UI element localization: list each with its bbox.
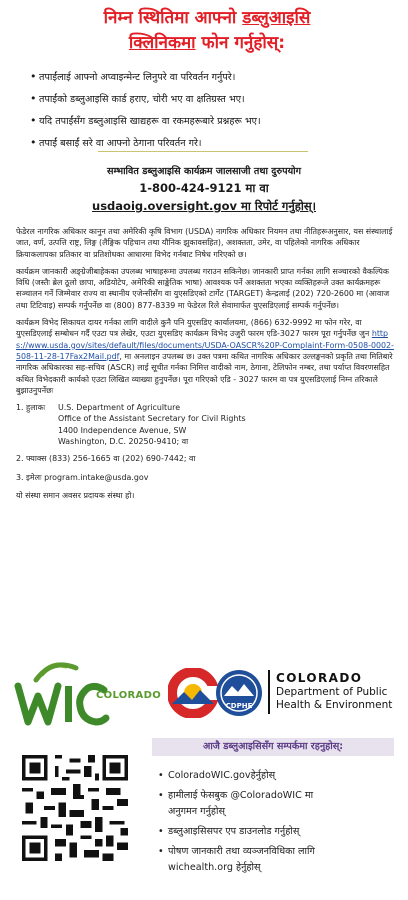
list-item-nutrition[interactable]: [158, 844, 398, 876]
cdphe-label: CDPHE: [225, 702, 253, 710]
cdphe-logo-icon: [214, 668, 264, 718]
list-item: • यदि तपाईंसँग डब्लुआइसि खाद्यहरू वा रकमहरूबारे प्रश्नहरू भए।: [30, 110, 390, 132]
list-item: • तपाईंलाई आफ्नो अप्वाइन्मेन्ट लिनुपरे वा परिवर्तन गर्नुपरे।: [30, 66, 390, 88]
connect-header: आजै डब्लुआइसिसँग सम्पर्कमा रहनुहोस्:: [152, 738, 394, 756]
list-item-app[interactable]: • डब्लुआइसिसपर एप डाउनलोड गर्नुहोस्: [158, 824, 398, 840]
address-line: U.S. Department of Agriculture: [58, 403, 181, 413]
list-item-website[interactable]: • ColoradoWIC.govहेर्नुहोस्: [158, 768, 398, 784]
mail-address: [16, 402, 394, 447]
clinic-call-heading: [22, 6, 392, 56]
equal-opportunity-line: यो संस्था समान अवसर प्रदायक संस्था हो।: [16, 490, 135, 500]
logo-divider: [268, 670, 270, 714]
facebook-line2: अनुगमन गर्नुहोस्: [168, 806, 225, 817]
clinic-reasons-list: [30, 66, 390, 154]
state-name: COLORADO: [276, 671, 363, 685]
mail-label: 1. हुलाकः: [16, 403, 46, 413]
wic-colorado-label: COLORADO: [96, 690, 161, 701]
nutrition-line2: wichealth.org हेर्नुहोस्: [168, 862, 261, 873]
divider: [98, 151, 308, 152]
heading-line2: फोन गर्नुहोस्:: [195, 33, 286, 53]
paragraph-complaint: [16, 317, 394, 396]
address-line: Office of the Assistant Secretary for Civil Rights: [58, 414, 246, 424]
complaint-text-cont: , मा अनलाइन उपलब्ध छ। उक्त पत्रमा कथित नागरिक अधिकार उल्लङ्घनको प्रकृति तथा मितिबारे नागरिक अधिकारका सह-सचिव (ASCR) लाई सूचीत गर्नका निमित्त वादीको नाम, ठेगाना, टेलिफोन नम्बर, तथा पर्याप्त विवरणसहित कथित विभेदकारी कार्यको एउटा लिखित व्याख्या हुनुपर्नेछ। पूरा गरिएको एडि - 3027 फारम वा पत्र युएसडिएलाई निम्न तरिकाले बुझाउनुपर्नेछः: [16, 351, 393, 395]
paragraph-language-access: कार्यक्रम जानकारी अङ्ग्रेजीबाहेकका उपलब्ध भाषाहरूमा उपलब्ध गराउन सकिनेछ। जानकारी प्राप्त गर्नका लागि सञ्चारको वैकल्पिक विधि (जस्तैः ब्रेल ठूलो छापा, अडियोटेप, अमेरिकी साङ्केतिक भाषा) आवश्यक पर्ने अशक्तता भएका व्यक्तिहरूले उक्त कार्यक्रमहरू सञ्चालन गर्ने जिम्मेवार राज्य वा स्थानीय एजेन्सीसँग वा युएसडिएको टार्गेट (TARGET) केन्द्रलाई (202) 720-2600 मा (आवाज तथा टिटिवाइ) सम्पर्क गर्नुपर्नेछ वा (800) 877-8339 मा फेडेरल रिले सेवामार्फत युएसडिएलाई सम्पर्क गर्नुपर्नेछ।: [16, 266, 390, 310]
complaint-form-link[interactable]: https://www.usda.gov/sites/default/files/documents/USDA-OASCR%20P-Complaint-Form-0508-0002-508-11-28-17Fax2Mail.pdf: [16, 329, 394, 361]
heading-wic-underlined: डब्लुआइसि: [242, 8, 311, 28]
colorado-state-logo-icon: [168, 668, 218, 718]
complaint-text: कार्यक्रम विभेद सिकायत दायर गर्नका लागि वादीले कुनै पनि युएसडिए कार्यालयमा, (866) 632-9992 मा फोन गरेर, वा युएसडिएलाई सम्बोधन गर्दै एउटा पत्र लेखेर, एउटा युएसडिए कार्यक्रम विभेद उजुरी फारम एडि-3027 फारम पूरा गर्नुपर्नेछ जुन: [16, 318, 372, 339]
fax-line: 2. फ्याक्स (833) 256-1665 वा (202) 690-7442; वा: [16, 454, 196, 464]
fraud-title: सम्भावित डब्लुआइसि कार्यक्रम जालसाजी तथा दुरुपयोग: [106, 166, 302, 177]
heading-clinic-underlined: क्लिनिकमा: [128, 33, 196, 53]
nutrition-line1: पोषण जानकारी तथा व्यञ्जनविधिका लागि: [168, 846, 315, 857]
department-line1: Department of Public: [276, 686, 388, 698]
nondiscrimination-statement: [16, 226, 394, 508]
fraud-phone: 1-800-424-9121 मा वा: [139, 181, 269, 195]
department-line2: Health & Environment: [276, 699, 393, 711]
department-name: [276, 670, 404, 712]
list-item: • तपाईं बसाईं सरे वा आफ्नो ठेगाना परिवर्तन गरे।: [30, 132, 390, 154]
paragraph-civil-rights: फेडेरल नागरिक अधिकार कानुन तथा अमेरिकी कृषि विभाग (USDA) नागरिक अधिकार नियमन तथा नीतिहरूअनुसार, यस संस्थालाई जात, वर्ण, उत्पत्ति राष्ट्र, लिङ्ग (लैङ्गिक पहिचान तथा यौनिक झुकावसहित), अशक्तता, उमेर, वा पहिलेको नागरिक अधिकार क्रियाकलापका प्रतिकार वा प्रतिशोधका आधारमा विभेद गर्नबाट निषेध गरिएको छ।: [16, 227, 393, 259]
list-item-facebook[interactable]: [158, 788, 398, 820]
facebook-line1: हामीलाई फेसबुक @ColoradoWIC मा: [168, 790, 314, 801]
qr-code-icon[interactable]: [22, 755, 128, 861]
fraud-report-block: [30, 164, 378, 215]
address-line: Washington, D.C. 20250-9410; वा: [58, 437, 189, 447]
email-line[interactable]: 3. इमेलः program.intake@usda.gov: [16, 472, 149, 482]
fraud-website-link[interactable]: usdaoig.oversight.gov मा रिपोर्ट गर्नुहोस्।: [92, 199, 316, 213]
list-item: • तपाईंको डब्लुआइसि कार्ड हराए, चोरी भए वा क्षतिग्रस्त भए।: [30, 88, 390, 110]
logo-bar: [0, 660, 408, 736]
address-line: 1400 Independence Avenue, SW: [58, 425, 187, 435]
heading-line1: निम्न स्थितिमा आफ्नो: [103, 8, 243, 28]
connect-list: [158, 768, 398, 876]
